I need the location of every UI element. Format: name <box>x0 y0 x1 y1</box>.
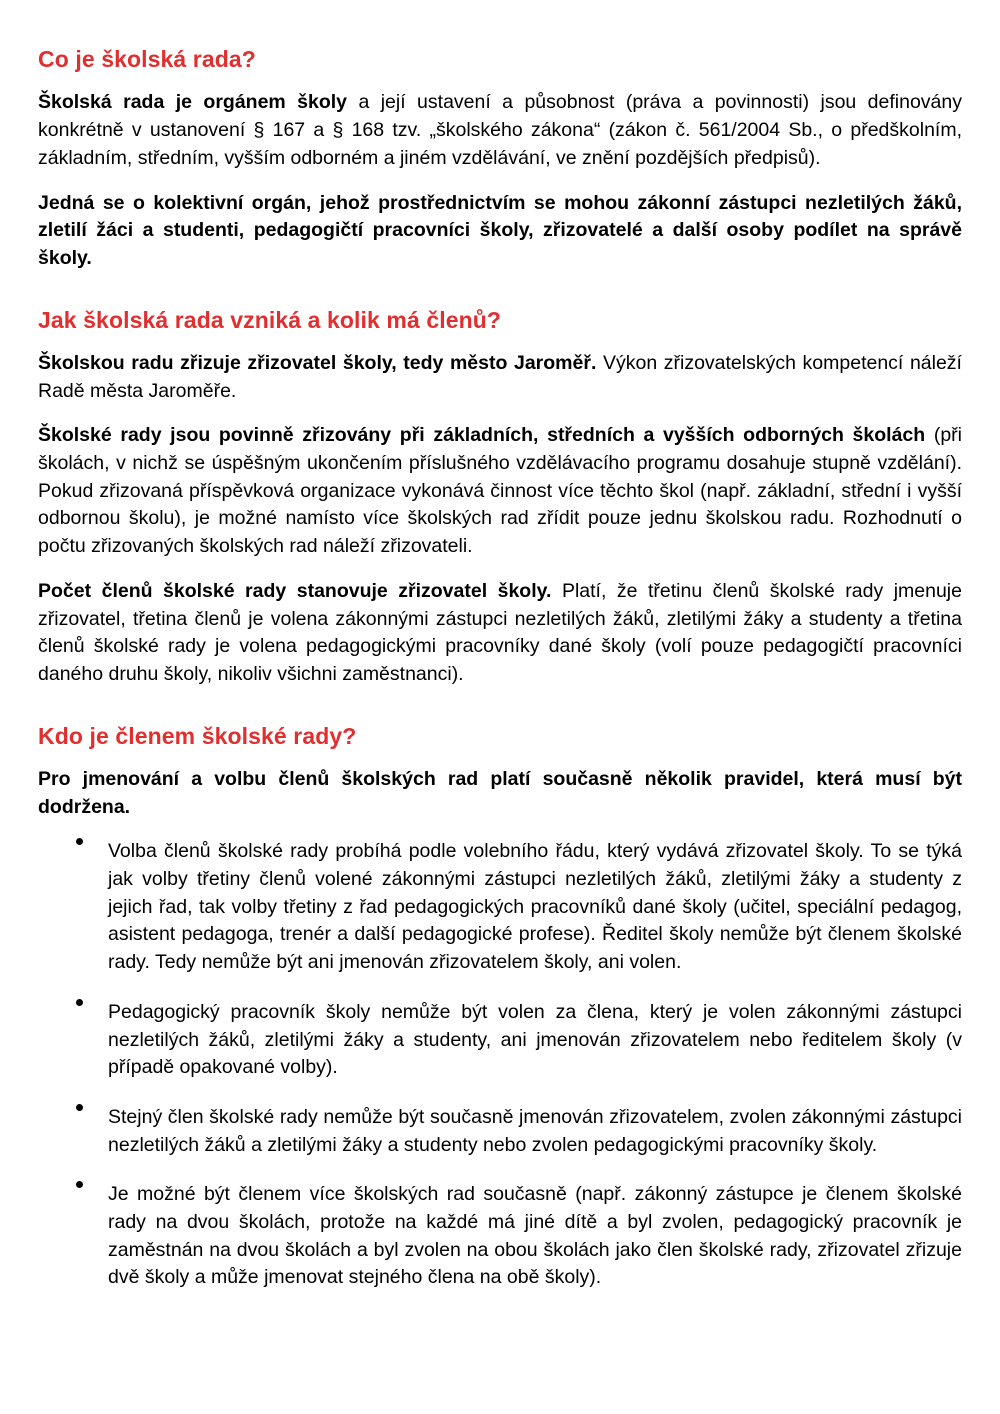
bullet-icon <box>76 999 83 1006</box>
paragraph-collective-body: Jedná se o kolektivní orgán, jehož prostřednictvím se mohou zákonní zástupci nezletilých žáků, zletilí žáci a studenti, pedagogičtí pracovníci školy, zřizovatelé a další osoby podílet na správě školy. <box>38 191 962 269</box>
paragraph-member-count <box>38 578 962 689</box>
list-item-text: Volba členů školské rady probíhá podle volebního řádu, který vydává zřizovatel školy. To se týká jak volby třetiny členů volené zákonnými zástupci nezletilých žáků, zletilými žáky a studenty z jejich řad, tak volby třetiny z řad pedagogických pracovníků dané školy (učitel, speciální pedagog, asistent pedagoga, trenér a další pedagogické profese). Ředitel školy nemůže být členem školské rady. Tedy nemůže být ani jmenován zřizovatelem školy, ani volen. <box>108 840 962 974</box>
bullet-icon <box>76 1104 83 1111</box>
list-item-text: Je možné být členem více školských rad současně (např. zákonný zástupce je členem školské rady na dvou školách, protože na každé má jiné dítě a byl zvolen, pedagogický pracovník je zaměstnán na dvou školách a byl zvolen na obou školách jako člen školské rady, zřizovatel zřizuje dvě školy a může jmenovat stejného člena na obě školy). <box>108 1183 962 1289</box>
rules-list <box>38 838 962 1292</box>
paragraph-definition <box>38 89 962 172</box>
bullet-icon <box>76 838 83 845</box>
list-item <box>38 1104 962 1159</box>
paragraph-body-text: Výkon zřizovatelských kompetencí náleží Radě města Jaroměře. <box>38 352 962 402</box>
paragraph-body-text: (při školách, v nichž se úspěšným ukončením příslušného vzdělávacího programu dosahuje stupně vzdělání). Pokud zřizovaná příspěvková organizace vykonává činnost více těchto škol (např. základní, střední i vyšší odbornou školu), je možné namísto více školských rad zřídit pouze jednu školskou radu. Rozhodnutí o počtu zřizovaných školských rad náleží zřizovateli. <box>38 424 962 558</box>
paragraph-lead-text: Školskou radu zřizuje zřizovatel školy, tedy město Jaroměř. <box>38 352 597 374</box>
paragraph-founder <box>38 350 962 405</box>
paragraph-lead-text: Počet členů školské rady stanovuje zřizovatel školy. <box>38 579 552 602</box>
paragraph-body-text: Platí, že třetinu členů školské rady jmenuje zřizovatel, třetina členů je volena zákonnými zástupci nezletilých žáků, zletilými žáky a studenty a třetina členů školské rady je volena pedagogickými pracovníky dané školy (volí pouze pedagogičtí pracovníci daného druhu školy, nikoliv všichni zaměstnanci). <box>38 579 962 685</box>
list-item-text: Stejný člen školské rady nemůže být současně jmenován zřizovatelem, zvolen zákonnými zástupci nezletilých žáků a zletilými žáky a studenty nebo zvolen pedagogickými pracovníky školy. <box>108 1105 962 1156</box>
list-item <box>38 999 962 1082</box>
paragraph-body-text: a její ustavení a působnost (práva a povinnosti) jsou definovány konkrétně v ustanovení § 167 a § 168 tzv. „školského zákona“ (zákon č. 561/2004 Sb., o předškolním, základním, středním, vyšším odborném a jiném vzdělávání, ve znění pozdějších předpisů). <box>38 91 962 169</box>
list-item <box>38 1181 962 1292</box>
section-heading-kdo-je-clenem: Kdo je členem školské rady? <box>38 722 357 749</box>
section-heading-co-je-skolska-rada: Co je školská rada? <box>38 46 256 72</box>
bullet-icon <box>76 1181 83 1188</box>
paragraph-rules-intro: Pro jmenování a volbu členů školských rad platí současně několik pravidel, která musí být dodržena. <box>38 768 962 818</box>
paragraph-lead-text: Školská rada je orgánem školy <box>38 91 348 114</box>
list-item <box>38 838 962 976</box>
section-heading-jak-vznika: Jak školská rada vzniká a kolik má členů? <box>38 306 502 333</box>
paragraph-mandatory-councils <box>38 422 962 560</box>
paragraph-lead-text: Školské rady jsou povinně zřizovány při základních, středních a vyšších odborných školách <box>38 424 926 447</box>
list-item-text: Pedagogický pracovník školy nemůže být volen za člena, který je volen zákonnými zástupci nezletilých žáků, zletilými žáky a studenty, ani jmenován zřizovatelem nebo ředitelem školy (v případě opakované volby). <box>108 1000 962 1079</box>
